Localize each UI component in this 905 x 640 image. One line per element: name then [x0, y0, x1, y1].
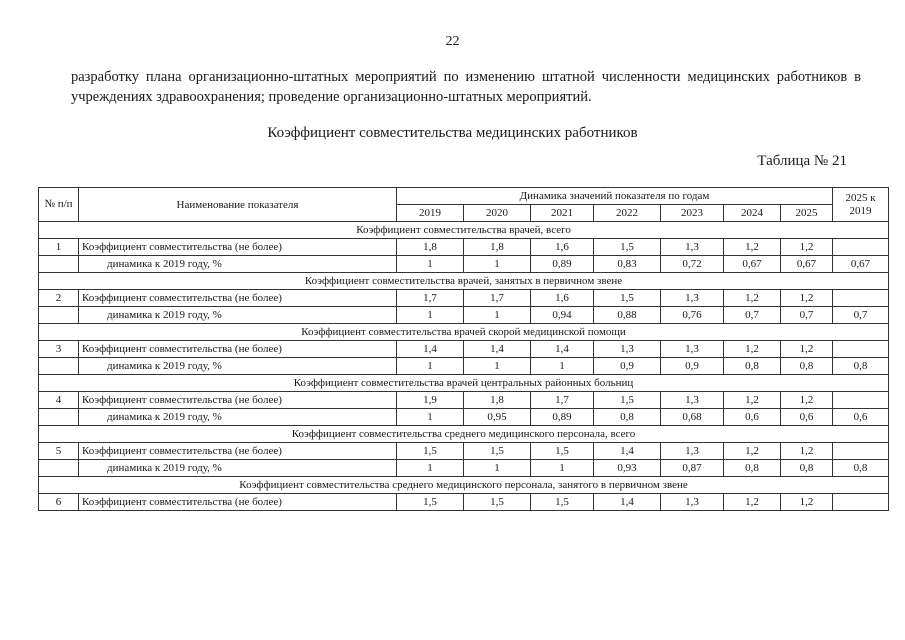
- value-cell: 0,6: [724, 409, 781, 426]
- value-cell: 1,7: [464, 290, 531, 307]
- value-cell: 1,2: [724, 443, 781, 460]
- value-cell: 0,88: [594, 307, 661, 324]
- value-cell-last: 0,6: [833, 409, 889, 426]
- table-row: [39, 239, 889, 256]
- section-title-row: [39, 222, 889, 239]
- value-cell: 1,4: [397, 341, 464, 358]
- value-cell: 0,87: [661, 460, 724, 477]
- value-cell: 0,7: [724, 307, 781, 324]
- value-cell: 1,5: [594, 290, 661, 307]
- value-cell: 1: [397, 256, 464, 273]
- value-cell: 0,8: [781, 358, 833, 375]
- table-number: Таблица № 21: [757, 153, 847, 169]
- value-cell: 0,95: [464, 409, 531, 426]
- value-cell: 1: [397, 307, 464, 324]
- row-number: 2: [39, 290, 79, 307]
- value-cell: 1,9: [397, 392, 464, 409]
- value-cell: 1,5: [594, 239, 661, 256]
- row-label: динамика к 2019 году, %: [79, 409, 397, 426]
- value-cell: 1,4: [464, 341, 531, 358]
- value-cell: 1,5: [531, 443, 594, 460]
- value-cell: 0,9: [661, 358, 724, 375]
- value-cell: 0,76: [661, 307, 724, 324]
- row-number: 6: [39, 494, 79, 511]
- value-cell: 1: [464, 256, 531, 273]
- value-cell-last: 0,7: [833, 307, 889, 324]
- row-number-empty: [39, 460, 79, 477]
- table-row: [39, 494, 889, 511]
- row-label: Коэффициент совместительства (не более): [79, 392, 397, 409]
- section-title-row: [39, 426, 889, 443]
- value-cell: 0,93: [594, 460, 661, 477]
- value-cell: 1,3: [661, 239, 724, 256]
- header-year: 2024: [724, 205, 781, 222]
- value-cell: 1,5: [531, 494, 594, 511]
- row-label: динамика к 2019 году, %: [79, 460, 397, 477]
- value-cell: 1,5: [464, 443, 531, 460]
- row-number-empty: [39, 358, 79, 375]
- value-cell: 0,8: [724, 358, 781, 375]
- value-cell: 1,7: [397, 290, 464, 307]
- coefficient-table: [38, 187, 889, 511]
- value-cell-last: [833, 290, 889, 307]
- section-title: Коэффициент совместительства врачей, всего: [39, 222, 889, 239]
- row-number-empty: [39, 409, 79, 426]
- value-cell: 1: [397, 460, 464, 477]
- value-cell: 1,2: [724, 494, 781, 511]
- value-cell-last: [833, 392, 889, 409]
- value-cell: 1: [397, 409, 464, 426]
- value-cell: 1,3: [661, 443, 724, 460]
- table-title: Коэффициент совместительства медицинских работников: [267, 125, 638, 141]
- header-year: 2019: [397, 205, 464, 222]
- value-cell-last: 0,8: [833, 358, 889, 375]
- row-number: 4: [39, 392, 79, 409]
- value-cell: 1,3: [661, 290, 724, 307]
- row-label: динамика к 2019 году, %: [79, 358, 397, 375]
- value-cell: 1,4: [594, 443, 661, 460]
- value-cell: 1,2: [781, 443, 833, 460]
- value-cell: 1,5: [464, 494, 531, 511]
- value-cell: 0,67: [724, 256, 781, 273]
- value-cell: 0,8: [724, 460, 781, 477]
- value-cell: 1,2: [781, 239, 833, 256]
- row-label: Коэффициент совместительства (не более): [79, 443, 397, 460]
- value-cell-last: 0,67: [833, 256, 889, 273]
- table-row-dynamics: [39, 256, 889, 273]
- row-number-empty: [39, 307, 79, 324]
- value-cell: 0,67: [781, 256, 833, 273]
- header-year: 2023: [661, 205, 724, 222]
- table-row-dynamics: [39, 460, 889, 477]
- header-year: 2025: [781, 205, 833, 222]
- value-cell: 1: [531, 460, 594, 477]
- row-label: Коэффициент совместительства (не более): [79, 341, 397, 358]
- value-cell: 1: [464, 307, 531, 324]
- section-title: Коэффициент совместительства врачей центральных районных больниц: [39, 375, 889, 392]
- value-cell: 0,89: [531, 256, 594, 273]
- table-row-dynamics: [39, 409, 889, 426]
- row-label: Коэффициент совместительства (не более): [79, 290, 397, 307]
- value-cell: 1,2: [781, 494, 833, 511]
- section-title: Коэффициент совместительства среднего медицинского персонала, занятого в первичном звене: [39, 477, 889, 494]
- header-name: Наименование показателя: [79, 188, 397, 222]
- value-cell: 1,2: [724, 290, 781, 307]
- value-cell: 1,6: [531, 239, 594, 256]
- header-dynamics: Динамика значений показателя по годам: [397, 188, 833, 205]
- header-last: 2025 к 2019: [833, 188, 889, 222]
- value-cell: 0,9: [594, 358, 661, 375]
- value-cell-last: 0,8: [833, 460, 889, 477]
- row-label: Коэффициент совместительства (не более): [79, 239, 397, 256]
- value-cell: 1,2: [724, 392, 781, 409]
- page-number: 22: [445, 34, 460, 49]
- value-cell: 1,4: [531, 341, 594, 358]
- table-row: [39, 392, 889, 409]
- intro-paragraph: разработку плана организационно-штатных мероприятий по изменению штатной численности медицинских работников в учреждениях здравоохранения; проведение организационно-штатных мероприятий.: [71, 69, 861, 105]
- value-cell: 0,72: [661, 256, 724, 273]
- value-cell: 1,7: [531, 392, 594, 409]
- table-row-dynamics: [39, 358, 889, 375]
- value-cell-last: [833, 341, 889, 358]
- table-row: [39, 443, 889, 460]
- row-number-empty: [39, 256, 79, 273]
- header-year: 2020: [464, 205, 531, 222]
- table-row: [39, 341, 889, 358]
- value-cell: 1,3: [661, 341, 724, 358]
- value-cell: 0,8: [781, 460, 833, 477]
- value-cell: 0,83: [594, 256, 661, 273]
- value-cell: 1,2: [724, 341, 781, 358]
- value-cell: 1,5: [397, 494, 464, 511]
- header-year: 2022: [594, 205, 661, 222]
- value-cell: 1,4: [594, 494, 661, 511]
- header-year: 2021: [531, 205, 594, 222]
- section-title: Коэффициент совместительства врачей, занятых в первичном звене: [39, 273, 889, 290]
- value-cell: 1: [464, 460, 531, 477]
- section-title-row: [39, 324, 889, 341]
- value-cell-last: [833, 494, 889, 511]
- table-row: [39, 290, 889, 307]
- section-title: Коэффициент совместительства среднего медицинского персонала, всего: [39, 426, 889, 443]
- table-header-row: [39, 188, 889, 205]
- value-cell: 1,6: [531, 290, 594, 307]
- value-cell: 0,8: [594, 409, 661, 426]
- value-cell: 0,68: [661, 409, 724, 426]
- row-number: 3: [39, 341, 79, 358]
- value-cell: 1,3: [594, 341, 661, 358]
- value-cell: 1,8: [397, 239, 464, 256]
- value-cell: 1,8: [464, 239, 531, 256]
- row-label: динамика к 2019 году, %: [79, 256, 397, 273]
- value-cell: 1,2: [781, 392, 833, 409]
- value-cell: 0,7: [781, 307, 833, 324]
- section-title-row: [39, 477, 889, 494]
- value-cell-last: [833, 443, 889, 460]
- value-cell: 1: [531, 358, 594, 375]
- value-cell: 1,2: [781, 290, 833, 307]
- value-cell-last: [833, 239, 889, 256]
- value-cell: 1,5: [594, 392, 661, 409]
- value-cell: 1,3: [661, 494, 724, 511]
- value-cell: 1: [397, 358, 464, 375]
- value-cell: 1: [464, 358, 531, 375]
- table-row-dynamics: [39, 307, 889, 324]
- section-title-row: [39, 375, 889, 392]
- section-title: Коэффициент совместительства врачей скорой медицинской помощи: [39, 324, 889, 341]
- value-cell: 1,3: [661, 392, 724, 409]
- value-cell: 1,8: [464, 392, 531, 409]
- header-num: № п/п: [39, 188, 79, 222]
- section-title-row: [39, 273, 889, 290]
- row-number: 1: [39, 239, 79, 256]
- value-cell: 0,6: [781, 409, 833, 426]
- row-label: Коэффициент совместительства (не более): [79, 494, 397, 511]
- value-cell: 1,2: [724, 239, 781, 256]
- value-cell: 0,94: [531, 307, 594, 324]
- value-cell: 0,89: [531, 409, 594, 426]
- row-number: 5: [39, 443, 79, 460]
- value-cell: 1,5: [397, 443, 464, 460]
- value-cell: 1,2: [781, 341, 833, 358]
- row-label: динамика к 2019 году, %: [79, 307, 397, 324]
